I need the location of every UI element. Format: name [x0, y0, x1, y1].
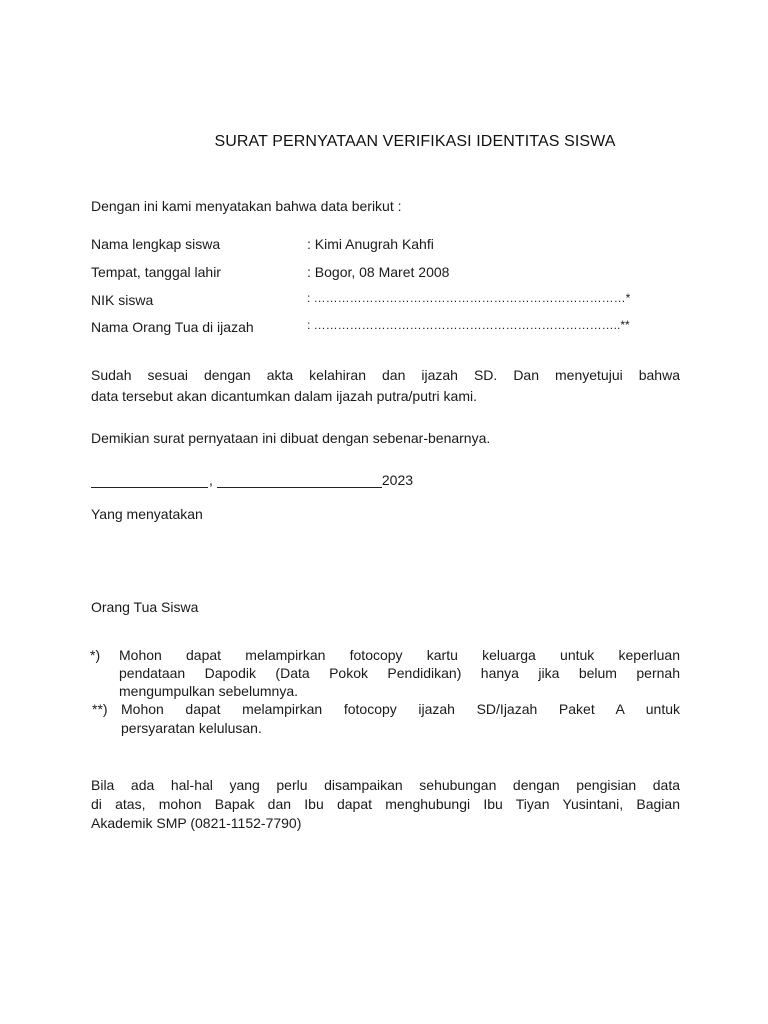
field-value-nik: : ……………………………………………………………………*: [307, 291, 631, 305]
field-label-name: Nama lengkap siswa: [91, 236, 221, 252]
closing-line-3: Akademik SMP (0821-1152-7790): [91, 815, 302, 831]
note-2-mark: **): [92, 701, 108, 717]
closing-line-1: Bila ada hal-hal yang perlu disampaikan sehubungan dengan pengisian data: [91, 777, 680, 793]
statement-line-1: Sudah sesuai dengan akta kelahiran dan ijazah SD. Dan menyetujui bahwa: [91, 367, 680, 383]
declaration-text: Demikian surat pernyataan ini dibuat dengan sebenar-benarnya.: [91, 430, 491, 446]
field-label-nik: NIK siswa: [91, 292, 154, 308]
field-label-birth: Tempat, tanggal lahir: [91, 264, 221, 280]
place-date-line: [91, 472, 413, 488]
note-1-line-2: pendataan Dapodik (Data Pokok Pendidikan) hanya jika belum pernah: [119, 665, 680, 681]
field-value-name: : Kimi Anugrah Kahfi: [307, 236, 434, 252]
intro-text: Dengan ini kami menyatakan bahwa data berikut :: [91, 198, 402, 214]
date-separator: ,: [209, 472, 213, 488]
note-2-line-2: persyaratan kelulusan.: [121, 720, 262, 736]
date-blank: [217, 473, 382, 488]
note-1-mark: *): [90, 647, 101, 663]
date-year: 2023: [381, 472, 414, 488]
field-value-birth: : Bogor, 08 Maret 2008: [307, 264, 450, 280]
document-title: SURAT PERNYATAAN VERIFIKASI IDENTITAS SISWA: [214, 133, 616, 150]
signatory-label: Yang menyatakan: [91, 506, 203, 522]
closing-line-2: di atas, mohon Bapak dan Ibu dapat menghubungi Ibu Tiyan Yusintani, Bagian: [91, 796, 680, 812]
note-1-line-1: Mohon dapat melampirkan fotocopy kartu keluarga untuk keperluan: [119, 647, 680, 663]
field-value-parent: : …………………………………………………………………..**: [307, 318, 630, 332]
note-2-line-1: Mohon dapat melampirkan fotocopy ijazah SD/Ijazah Paket A untuk: [121, 701, 680, 717]
field-label-parent: Nama Orang Tua di ijazah: [91, 319, 254, 335]
signer-label: Orang Tua Siswa: [91, 599, 199, 615]
note-1-line-3: mengumpulkan sebelumnya.: [119, 683, 298, 699]
place-blank: [91, 473, 208, 488]
statement-line-2: data tersebut akan dicantumkan dalam ijazah putra/putri kami.: [91, 388, 477, 404]
